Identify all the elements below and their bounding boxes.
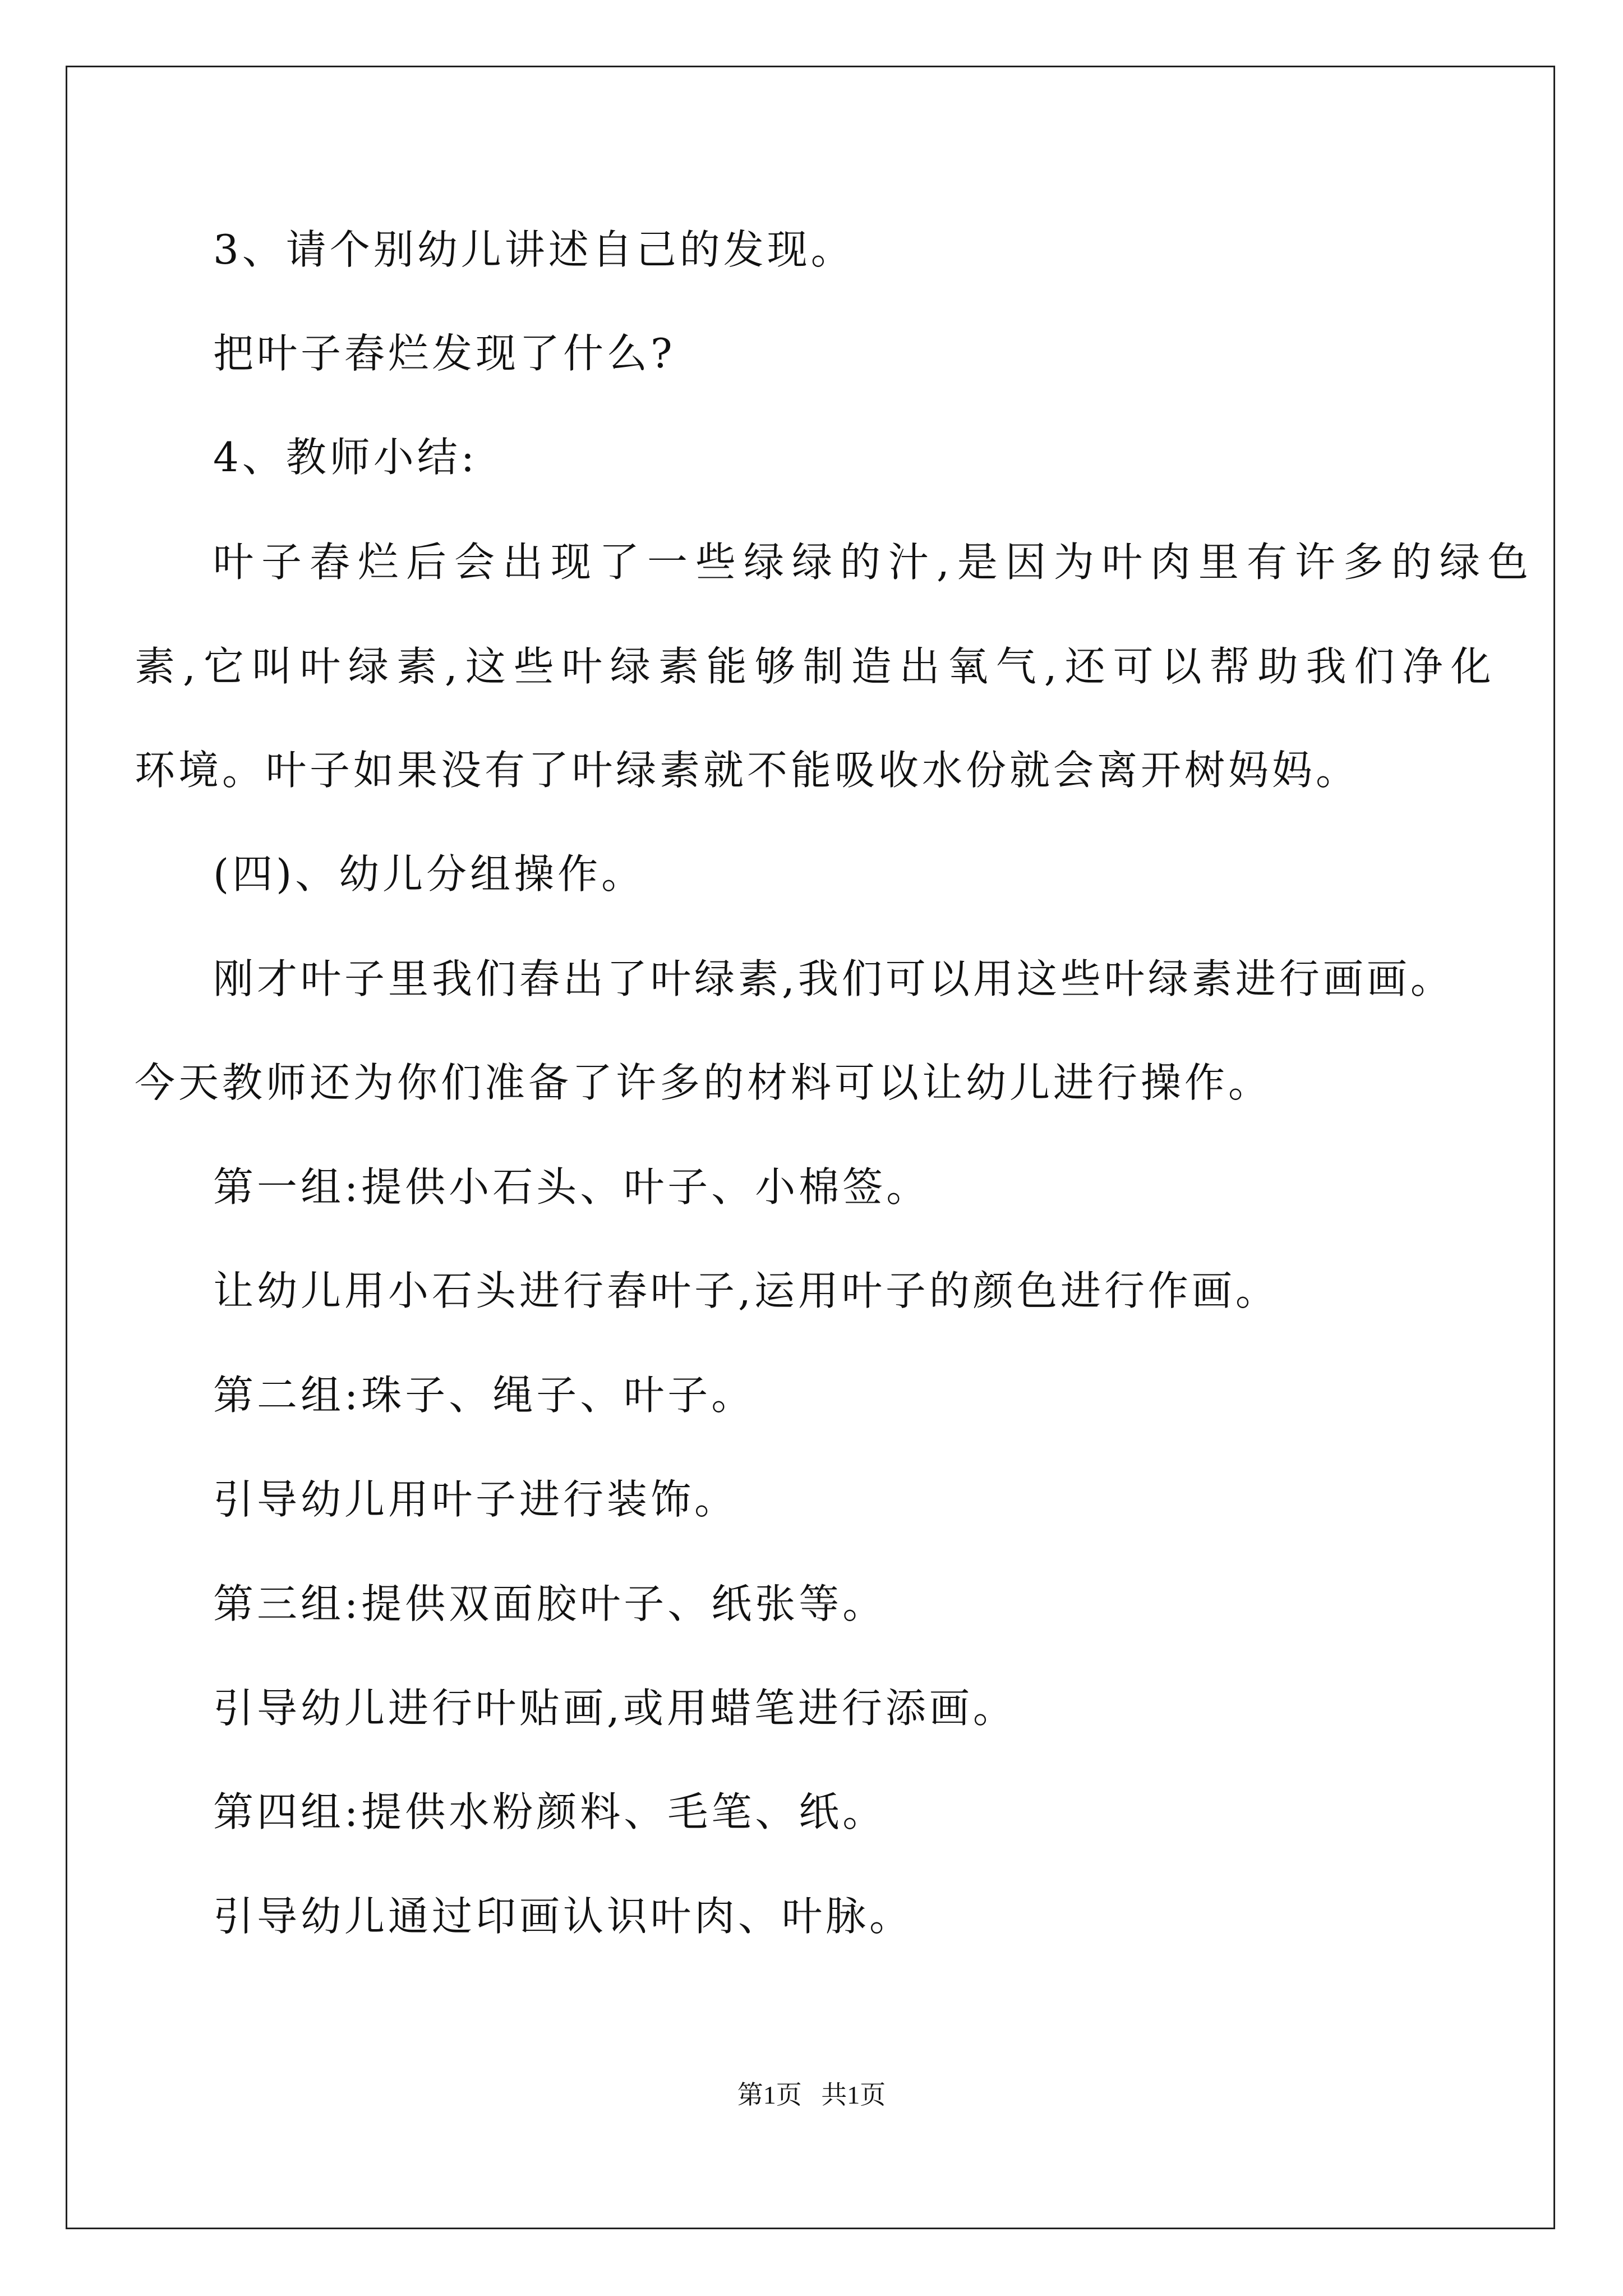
paragraph-line: 今天教师还为你们准备了许多的材料可以让幼儿进行操作。	[135, 1059, 1272, 1106]
paragraph-line: 让幼儿用小石头进行舂叶子,运用叶子的颜色进行作画。	[213, 1267, 1279, 1314]
paragraph-line: 第四组:提供水粉颜料、毛笔、纸。	[213, 1788, 887, 1835]
page-number-footer: 第1页 共1页	[737, 2081, 886, 2109]
paragraph-line: 把叶子舂烂发现了什么?	[213, 330, 676, 377]
paragraph-line: 第三组:提供双面胶叶子、纸张等。	[213, 1580, 887, 1627]
paragraph-line: 引导幼儿用叶子进行装饰。	[213, 1476, 739, 1523]
paragraph-line: 刚才叶子里我们舂出了叶绿素,我们可以用这些叶绿素进行画画。	[213, 955, 1454, 1002]
paragraph-line: 引导幼儿进行叶贴画,或用蜡笔进行添画。	[213, 1685, 1017, 1732]
paragraph-line: 4、教师小结:	[213, 434, 478, 481]
paragraph-line: 引导幼儿通过印画认识叶肉、叶脉。	[213, 1893, 914, 1940]
paragraph-line: 第一组:提供小石头、叶子、小棉签。	[213, 1163, 930, 1211]
paragraph-line: 叶子舂烂后会出现了一些绿绿的汁,是因为叶肉里有许多的绿色	[213, 539, 1536, 586]
paragraph-line: 环境。叶子如果没有了叶绿素就不能吸收水份就会离开树妈妈。	[135, 747, 1360, 794]
paragraph-line: (四)、幼儿分组操作。	[213, 850, 645, 898]
paragraph-line: 3、请个别幼儿讲述自己的发现。	[213, 226, 855, 273]
paragraph-line: 素,它叫叶绿素,这些叶绿素能够制造出氧气,还可以帮助我们净化	[135, 643, 1499, 690]
paragraph-line: 第二组:珠子、绳子、叶子。	[213, 1372, 755, 1419]
